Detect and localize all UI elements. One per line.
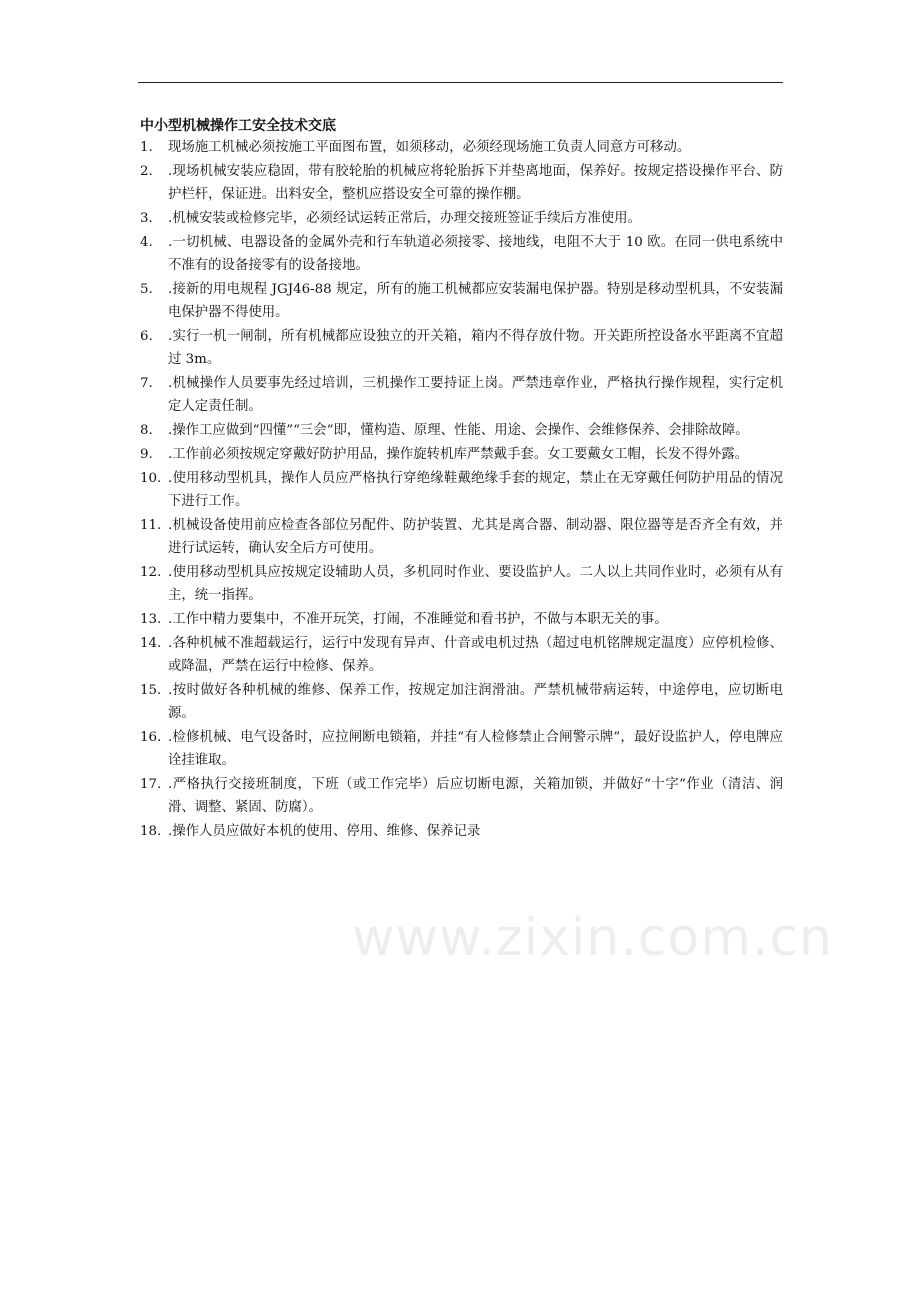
item-text: .操作工应做到“四懂”“三会”即，懂构造、原理、性能、用途、会操作、会维修保养、会排除故障。 [168, 423, 749, 438]
item-text: .机械安装或检修完毕，必须经试运转正常后，办理交接班签证手续后方准使用。 [168, 211, 641, 226]
item-number: 14. [140, 636, 162, 651]
item-text: .现场机械安装应稳固，带有胶轮胎的机械应将轮胎拆下并垫离地面，保养好。按规定搭设操作平台、防护栏杆，保证进。出料安全，整机应搭设安全可靠的操作棚。 [168, 164, 783, 202]
list-item [140, 278, 783, 324]
item-text: 现场施工机械必须按施工平面图布置，如须移动，必须经现场施工负责人同意方可移动。 [168, 140, 691, 155]
item-text: .工作中精力要集中，不准开玩笑，打闹，不准睡觉和看书护，不做与本职无关的事。 [168, 612, 668, 627]
list-item [140, 207, 783, 230]
list-item [140, 820, 783, 843]
item-number: 7. [140, 376, 153, 391]
item-number: 3. [140, 211, 153, 226]
item-text: .使用移动型机具应按规定设辅助人员，多机同时作业、要设监护人。二人以上共同作业时，必须有从有主，统一指挥。 [168, 565, 783, 603]
item-text: .严格执行交接班制度，下班（或工作完毕）后应切断电源，关箱加锁，并做好“十字”作业（清洁、润滑、调整、紧固、防腐）。 [168, 777, 783, 815]
list-item [140, 632, 783, 678]
list-item [140, 231, 783, 277]
list-item [140, 419, 783, 442]
item-text: .各种机械不准超载运行，运行中发现有异声、什音或电机过热（超过电机铭牌规定温度）应停机检修、或降温，严禁在运行中检修、保养。 [168, 636, 783, 674]
list-item [140, 561, 783, 607]
item-number: 12. [140, 565, 162, 580]
item-number: 1. [140, 140, 153, 155]
list-item [140, 372, 783, 418]
item-number: 5. [140, 282, 153, 297]
item-number: 4. [140, 235, 153, 250]
item-number: 17. [140, 777, 162, 792]
item-number: 15. [140, 683, 162, 698]
list-item [140, 136, 783, 159]
header-rule [138, 82, 783, 83]
item-text: .检修机械、电气设备时，应拉闸断电锁箱，并挂“有人检修禁止合闸警示牌”，最好设监护人，停电牌应诠挂谁取。 [168, 730, 783, 768]
item-text: .使用移动型机具，操作人员应严格执行穿绝缘鞋戴绝缘手套的规定，禁止在无穿戴任何防护用品的情况下进行工作。 [168, 471, 783, 509]
document-title: 中小型机械操作工安全技术交底 [140, 118, 336, 134]
list-item [140, 608, 783, 631]
item-text: .一切机械、电器设备的金属外壳和行车轨道必须接零、接地线，电阻不大于 10 欧。在同一供电系统中不准有的设备接零有的设备接地。 [168, 235, 783, 273]
list-item [140, 773, 783, 819]
item-number: 8. [140, 423, 153, 438]
list-item [140, 726, 783, 772]
list-item [140, 514, 783, 560]
list-item [140, 679, 783, 725]
item-number: 16. [140, 730, 162, 745]
item-number: 2. [140, 164, 153, 179]
item-number: 18. [140, 824, 162, 839]
site-watermark: www.zixin.com.cn [352, 908, 833, 968]
item-text: .操作人员应做好本机的使用、停用、维修、保养记录 [168, 824, 481, 839]
list-item [140, 325, 783, 371]
item-text: .按时做好各种机械的维修、保养工作，按规定加注润滑油。严禁机械带病运转，中途停电，应切断电源。 [168, 683, 783, 721]
item-number: 6. [140, 329, 153, 344]
safety-rules-list [140, 136, 783, 844]
list-item [140, 160, 783, 206]
item-number: 10. [140, 471, 162, 486]
item-text: .机械设备使用前应检查各部位另配件、防护装置、尤其是离合器、制动器、限位器等是否齐全有效，并进行试运转，确认安全后方可使用。 [168, 518, 783, 556]
item-number: 13. [140, 612, 162, 627]
item-text: .接新的用电规程 JGJ46-88 规定，所有的施工机械都应安装漏电保护器。特别是移动型机具，不安装漏电保护器不得使用。 [168, 282, 783, 320]
list-item [140, 443, 783, 466]
item-number: 11. [140, 518, 162, 533]
item-text: .工作前必须按规定穿戴好防护用品，操作旋转机库严禁戴手套。女工要戴女工帽，长发不得外露。 [168, 447, 749, 462]
item-number: 9. [140, 447, 153, 462]
list-item [140, 467, 783, 513]
item-text: .实行一机一闸制，所有机械都应设独立的开关箱，箱内不得存放什物。开关距所控设备水平距离不宜超过 3m。 [168, 329, 783, 367]
item-text: .机械操作人员要事先经过培训，三机操作工要持证上岗。严禁违章作业，严格执行操作规程，实行定机定人定责任制。 [168, 376, 783, 414]
